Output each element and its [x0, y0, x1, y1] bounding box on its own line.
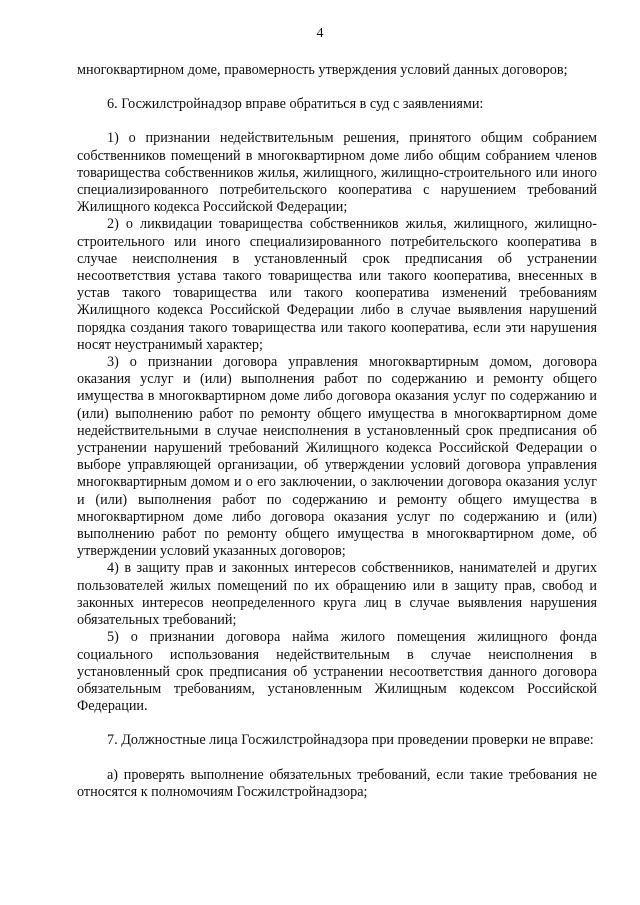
page-number: 4 [316, 26, 324, 41]
document-body [77, 62, 597, 801]
list-item-1: 1) о признании недействительным решения, принятого общим собранием собственников помещений в многоквартирном доме либо общим собранием членов товарищества собственников жилья, жилищного, жилищно-строительного или иного специализированного потребительского кооператива с нарушением требований Жилищного кодекса Российской Федерации; [77, 130, 597, 216]
list-item-4: 4) в защиту прав и законных интересов собственников, нанимателей и других пользователей жилых помещений по их обращению или в защиту прав, свобод и законных интересов неопределенного круга лиц в случае выявления нарушения обязательных требований; [77, 560, 597, 629]
list-item-5: 5) о признании договора найма жилого помещения жилищного фонда социального использования недействительным в случае неисполнения в установленный срок предписания об устранении несоответствия данного договора обязательным требованиям, установленным Жилищным кодексом Российской Федерации. [77, 629, 597, 715]
list-item-2: 2) о ликвидации товарищества собственников жилья, жилищного, жилищно-строительного или иного специализированного потребительского кооператива в случае неисполнения в установленный срок предписания об устранении несоответствия устава такого товарищества или такого кооператива, внесенных в устав такого товарищества или такого кооператива изменений требованиям Жилищного кодекса Российской Федерации либо в случае выявления нарушений порядка создания такого товарищества или такого кооператива, если эти нарушения носят неустранимый характер; [77, 216, 597, 353]
list-item-3: 3) о признании договора управления многоквартирным домом, договора оказания услуг и (или) выполнения работ по содержанию и ремонту общего имущества в многоквартирном доме либо договора оказания услуг по содержанию и (или) выполнению работ по ремонту общего имущества в многоквартирном доме недействительными в случае неисполнения в установленный срок предписания об устранении нарушений требований Жилищного кодекса Российской Федерации о выборе управляющей организации, об утверждении условий договора управления многоквартирным домом и о его заключении, о заключении договора оказания услуг и (или) выполнения работ по содержанию и ремонту общего имущества в многоквартирном доме либо договора оказания услуг по содержанию и (или) выполнению работ по ремонту общего имущества в многоквартирном доме, об утверждении условий указанных договоров; [77, 354, 597, 560]
list-item-a: а) проверять выполнение обязательных требований, если такие требования не относятся к полномочиям Госжилстройнадзора; [77, 766, 597, 800]
paragraph-continuation: многоквартирном доме, правомерность утверждения условий данных договоров; [77, 62, 568, 78]
section-7-heading: 7. Должностные лица Госжилстройнадзора при проведении проверки не вправе: [107, 732, 594, 749]
section-6-heading: 6. Госжилстройнадзор вправе обратиться в суд с заявлениями: [107, 96, 484, 113]
